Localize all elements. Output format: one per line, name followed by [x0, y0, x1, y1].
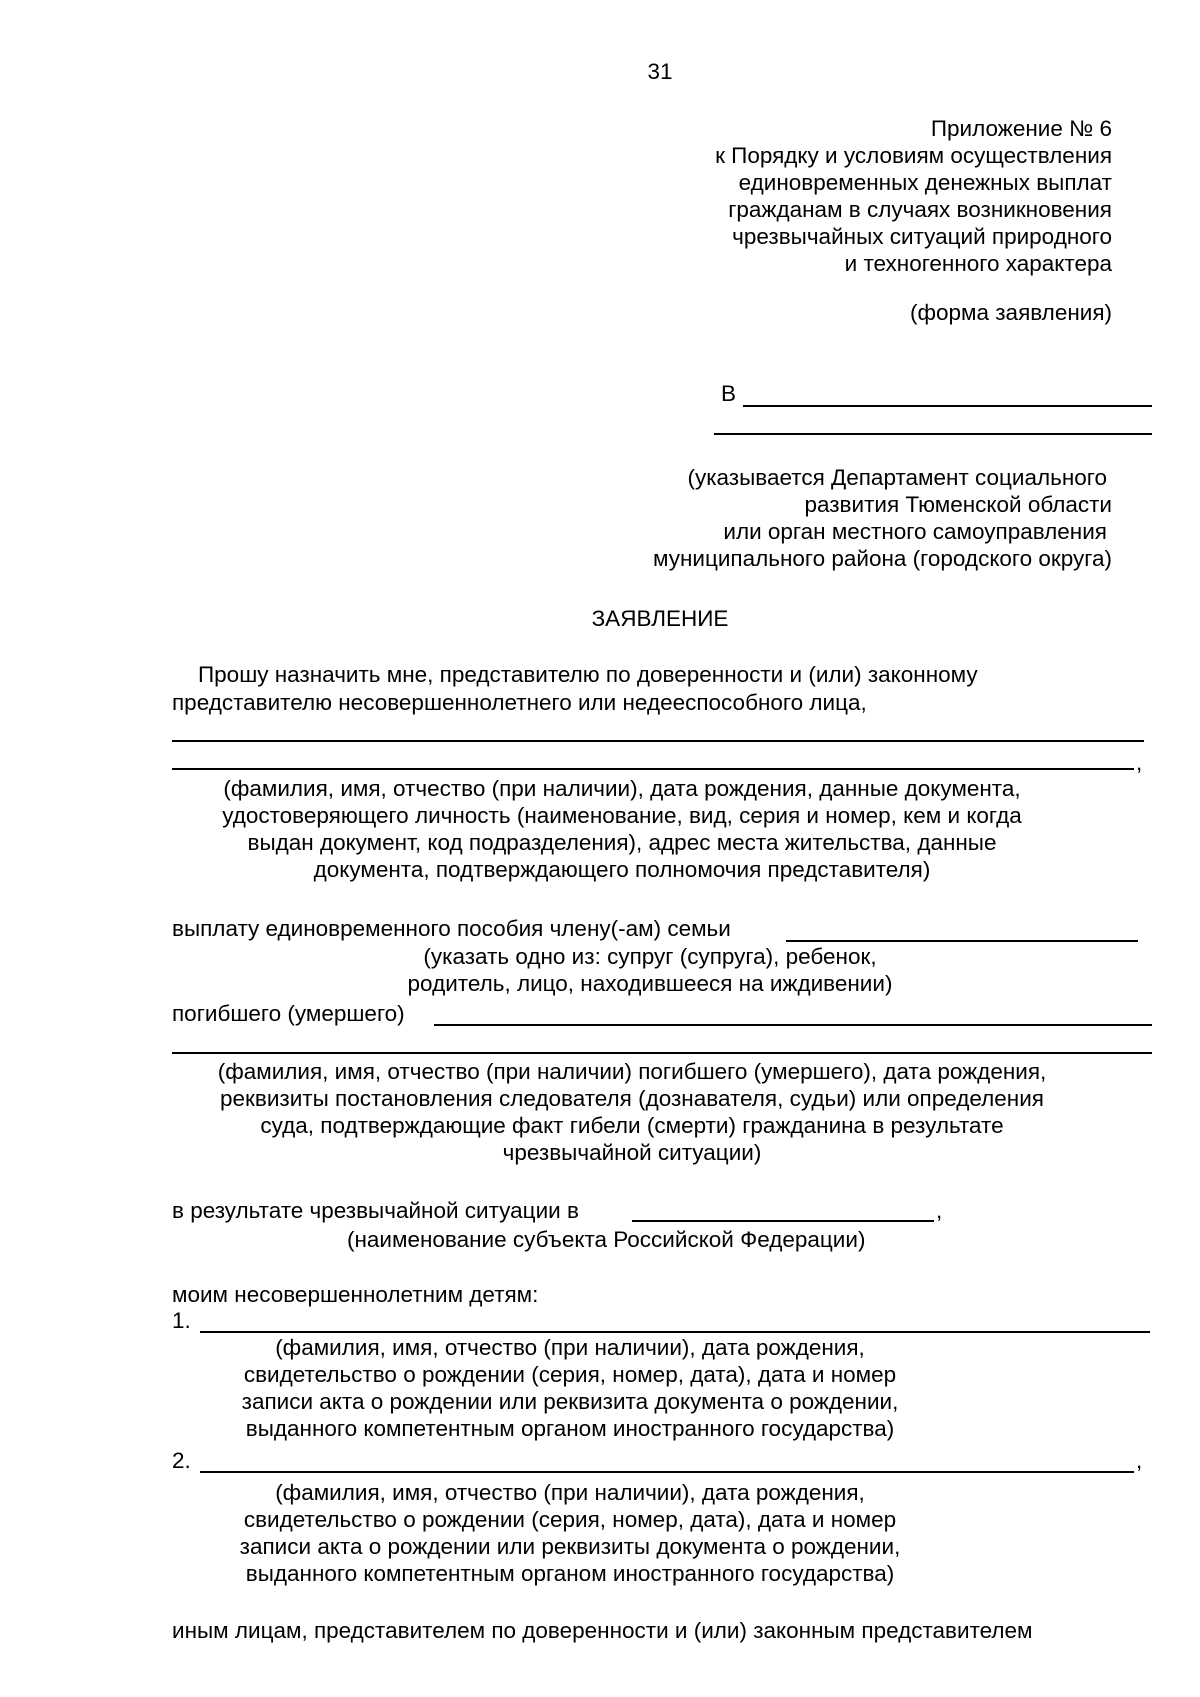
- addressee-prefix: В: [721, 381, 737, 406]
- child-hint-line: выданного компетентным органом иностранного государства): [245, 1561, 895, 1586]
- family-hint-line: родитель, лицо, находившееся на иждивении): [407, 971, 893, 996]
- form-note: (форма заявления): [909, 300, 1112, 325]
- deceased-hint-line: чрезвычайной ситуации): [502, 1140, 762, 1165]
- child-hint-line: выданного компетентным органом иностранного государства): [245, 1416, 895, 1441]
- applicant-hint: [172, 775, 1072, 883]
- addressee-hint-line: муниципального района (городского округа): [653, 546, 1112, 571]
- appendix-line: гражданам в случаях возникновения: [728, 197, 1112, 222]
- family-label: выплату единовременного пособия члену(-ам) семьи: [172, 916, 731, 941]
- document-title: ЗАЯВЛЕНИЕ: [591, 606, 729, 631]
- child-1-number: 1.: [172, 1308, 191, 1333]
- emergency-label: в результате чрезвычайной ситуации в: [172, 1198, 579, 1223]
- addressee-hint-line: или орган местного самоуправления: [723, 519, 1107, 544]
- children-label: моим несовершеннолетним детям:: [172, 1282, 539, 1307]
- family-field-line[interactable]: [786, 940, 1138, 942]
- applicant-comma: ,: [1136, 750, 1143, 775]
- applicant-hint-line: выдан документ, код подразделения), адрес места жительства, данные: [247, 830, 997, 855]
- other-persons-line: иным лицам, представителем по доверенности и (или) законным представителем: [172, 1618, 1033, 1643]
- emergency-hint: (наименование субъекта Российской Федерации): [347, 1227, 866, 1252]
- appendix-line: чрезвычайных ситуаций природного: [732, 224, 1112, 249]
- emergency-field-line[interactable]: [632, 1220, 934, 1222]
- applicant-hint-line: (фамилия, имя, отчество (при наличии), дата рождения, данные документа,: [223, 776, 1021, 801]
- intro-line-2: представителю несовершеннолетнего или недееспособного лица,: [172, 690, 867, 715]
- deceased-hint-line: реквизиты постановления следователя (дознавателя, судьи) или определения: [220, 1086, 1044, 1111]
- child-2-hint: [200, 1479, 940, 1587]
- child-hint-line: свидетельство о рождении (серия, номер, дата), дата и номер: [243, 1362, 897, 1387]
- appendix-header: [715, 115, 1112, 277]
- child-hint-line: записи акта о рождении или реквизиты документа о рождении,: [239, 1534, 901, 1559]
- applicant-hint-line: документа, подтверждающего полномочия представителя): [313, 857, 931, 882]
- child-hint-line: записи акта о рождении или реквизита документа о рождении,: [241, 1389, 899, 1414]
- deceased-label: погибшего (умершего): [172, 1001, 405, 1026]
- addressee-hint-line: развития Тюменской области: [804, 492, 1112, 517]
- applicant-field-line[interactable]: [172, 768, 1134, 770]
- emergency-comma: ,: [936, 1198, 943, 1223]
- child-hint-line: свидетельство о рождении (серия, номер, дата), дата и номер: [243, 1507, 897, 1532]
- applicant-field-line[interactable]: [172, 740, 1144, 742]
- child-1-field-line[interactable]: [200, 1331, 1150, 1333]
- deceased-field-line[interactable]: [434, 1024, 1152, 1026]
- deceased-field-line[interactable]: [172, 1052, 1152, 1054]
- child-1-hint: [200, 1334, 940, 1442]
- family-hint: [370, 943, 930, 997]
- addressee-field-line[interactable]: [743, 405, 1152, 407]
- child-hint-line: (фамилия, имя, отчество (при наличии), дата рождения,: [275, 1335, 865, 1360]
- applicant-hint-line: удостоверяющего личность (наименование, вид, серия и номер, кем и когда: [222, 803, 1022, 828]
- appendix-line: Приложение № 6: [930, 116, 1112, 141]
- addressee-field-line[interactable]: [714, 433, 1152, 435]
- deceased-hint-line: (фамилия, имя, отчество (при наличии) погибшего (умершего), дата рождения,: [217, 1059, 1047, 1084]
- appendix-line: к Порядку и условиям осуществления: [715, 143, 1112, 168]
- addressee-hint: [653, 464, 1112, 572]
- deceased-hint: [172, 1058, 1092, 1166]
- appendix-line: и техногенного характера: [844, 251, 1112, 276]
- child-2-number: 2.: [172, 1448, 191, 1473]
- deceased-hint-line: суда, подтверждающие факт гибели (смерти) гражданина в результате: [260, 1113, 1004, 1138]
- child-2-field-line[interactable]: [200, 1471, 1134, 1473]
- child-hint-line: (фамилия, имя, отчество (при наличии), дата рождения,: [275, 1480, 865, 1505]
- family-hint-line: (указать одно из: супруг (супруга), ребенок,: [423, 944, 877, 969]
- child-2-trailing: ,: [1136, 1448, 1143, 1473]
- page-number: 31: [647, 59, 673, 84]
- addressee-hint-line: (указывается Департамент социального: [687, 465, 1107, 490]
- appendix-line: единовременных денежных выплат: [738, 170, 1112, 195]
- intro-line-1: Прошу назначить мне, представителю по доверенности и (или) законному: [198, 662, 978, 687]
